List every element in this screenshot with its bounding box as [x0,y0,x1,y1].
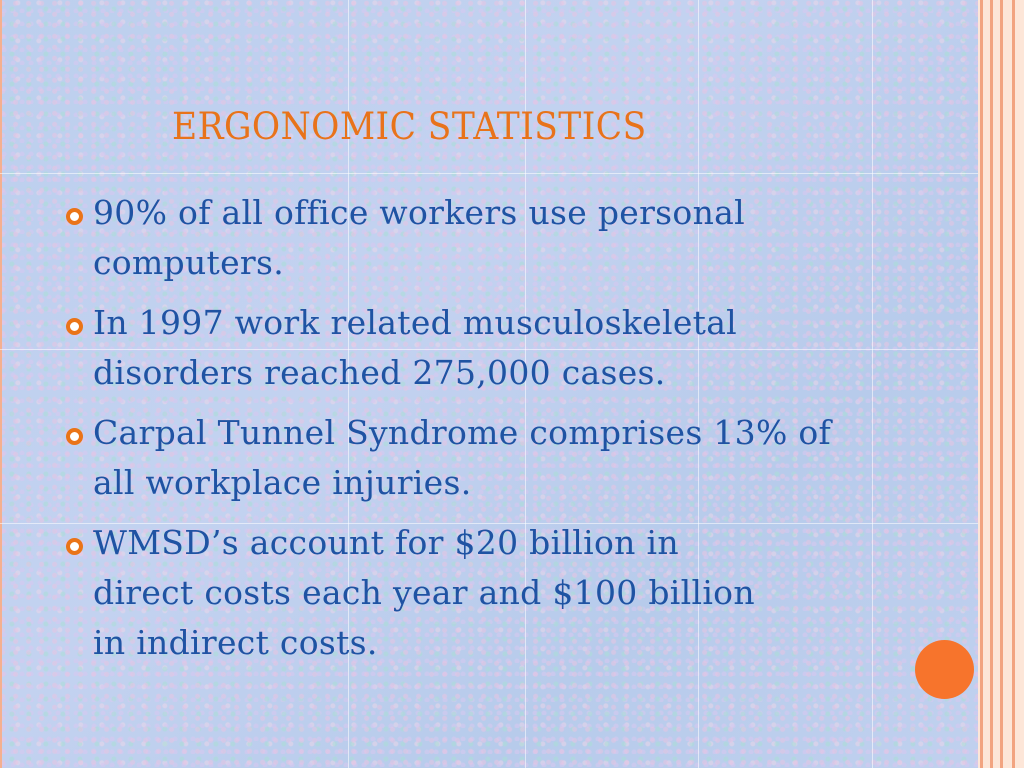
grid-line-horizontal [0,173,980,174]
orange-circle-icon [915,640,974,699]
bullet-text: In 1997 work related musculoskeletal disorders reached 275,000 cases. [93,303,738,392]
ring-bullet-icon [66,428,83,445]
bullet-text: WMSD’s account for $20 billion in direct costs each year and $100 billion in indirect costs. [93,523,755,662]
ring-bullet-icon [66,208,83,225]
bullet-list [66,188,866,678]
stripe [1000,0,1003,768]
bullet-text: Carpal Tunnel Syndrome comprises 13% of all workplace injuries. [93,413,832,502]
right-decorative-stripes [978,0,1024,768]
ring-bullet-icon [66,538,83,555]
bullet-item [66,188,866,288]
stripe [1012,0,1015,768]
bullet-item [66,298,866,398]
stripe [980,0,983,768]
bullet-text: 90% of all office workers use personal computers. [93,193,745,282]
bullet-item [66,408,866,508]
bullet-item [66,518,866,668]
stripe [990,0,993,768]
ring-bullet-icon [66,318,83,335]
slide-title: ERGONOMIC STATISTICS [172,105,647,148]
